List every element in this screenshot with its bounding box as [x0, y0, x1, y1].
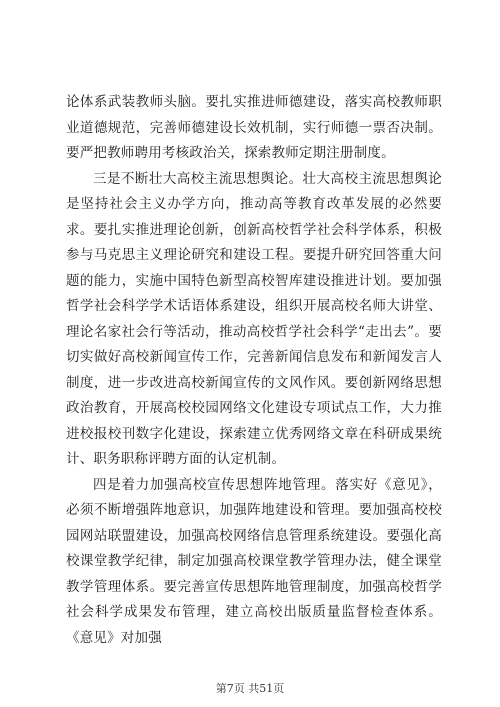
paragraph-3: 四是着力加强高校宣传思想阵地管理。落实好《意见》，必须不断增强阵地意识，加强阵地建设和管理。要加强高校校园网站联盟建设，加强高校网络信息管理系统建设。要强化高校课堂教学纪律，制定加强高校课堂教学管理办法，健全课堂教学管理体系。要完善宣传思想阵地管理制度，加强高校哲学社会科学成果发布管理，建立高校出版质量监督检查体系。《意见》对加强	[66, 476, 442, 646]
page-number-footer: 第7页 共51页	[215, 682, 285, 695]
paragraph-2: 三是不断壮大高校主流思想舆论。壮大高校主流思想舆论是坚持社会主义办学方向，推动高等教育改革发展的必然要求。要扎实推进理论创新，创新高校哲学社会科学体系，积极参与马克思主义理论研究和建设工程。要提升研究回答重大问题的能力，实施中国特色新型高校智库建设推进计划。要加强哲学社会科学学术话语体系建设，组织开展高校名师大讲堂、理论名家社会行等活动，推动高校哲学社会科学“走出去”。要切实做好高校新闻宣传工作，完善新闻信息发布和新闻发言人制度，进一步改进高校新闻宣传的文风作风。要创新网络思想政治教育，开展高校校园网络文化建设专项试点工作，大力推进校报校刊数字化建设，探索建立优秀网络文章在科研成果统计、职务职称评聘方面的认定机制。	[66, 170, 442, 467]
document-body	[66, 90, 442, 651]
paragraph-1: 论体系武装教师头脑。要扎实推进师德建设，落实高校教师职业道德规范，完善师德建设长效机制，实行师德一票否决制。要严把教师聘用考核政治关，探索教师定期注册制度。	[66, 94, 442, 161]
